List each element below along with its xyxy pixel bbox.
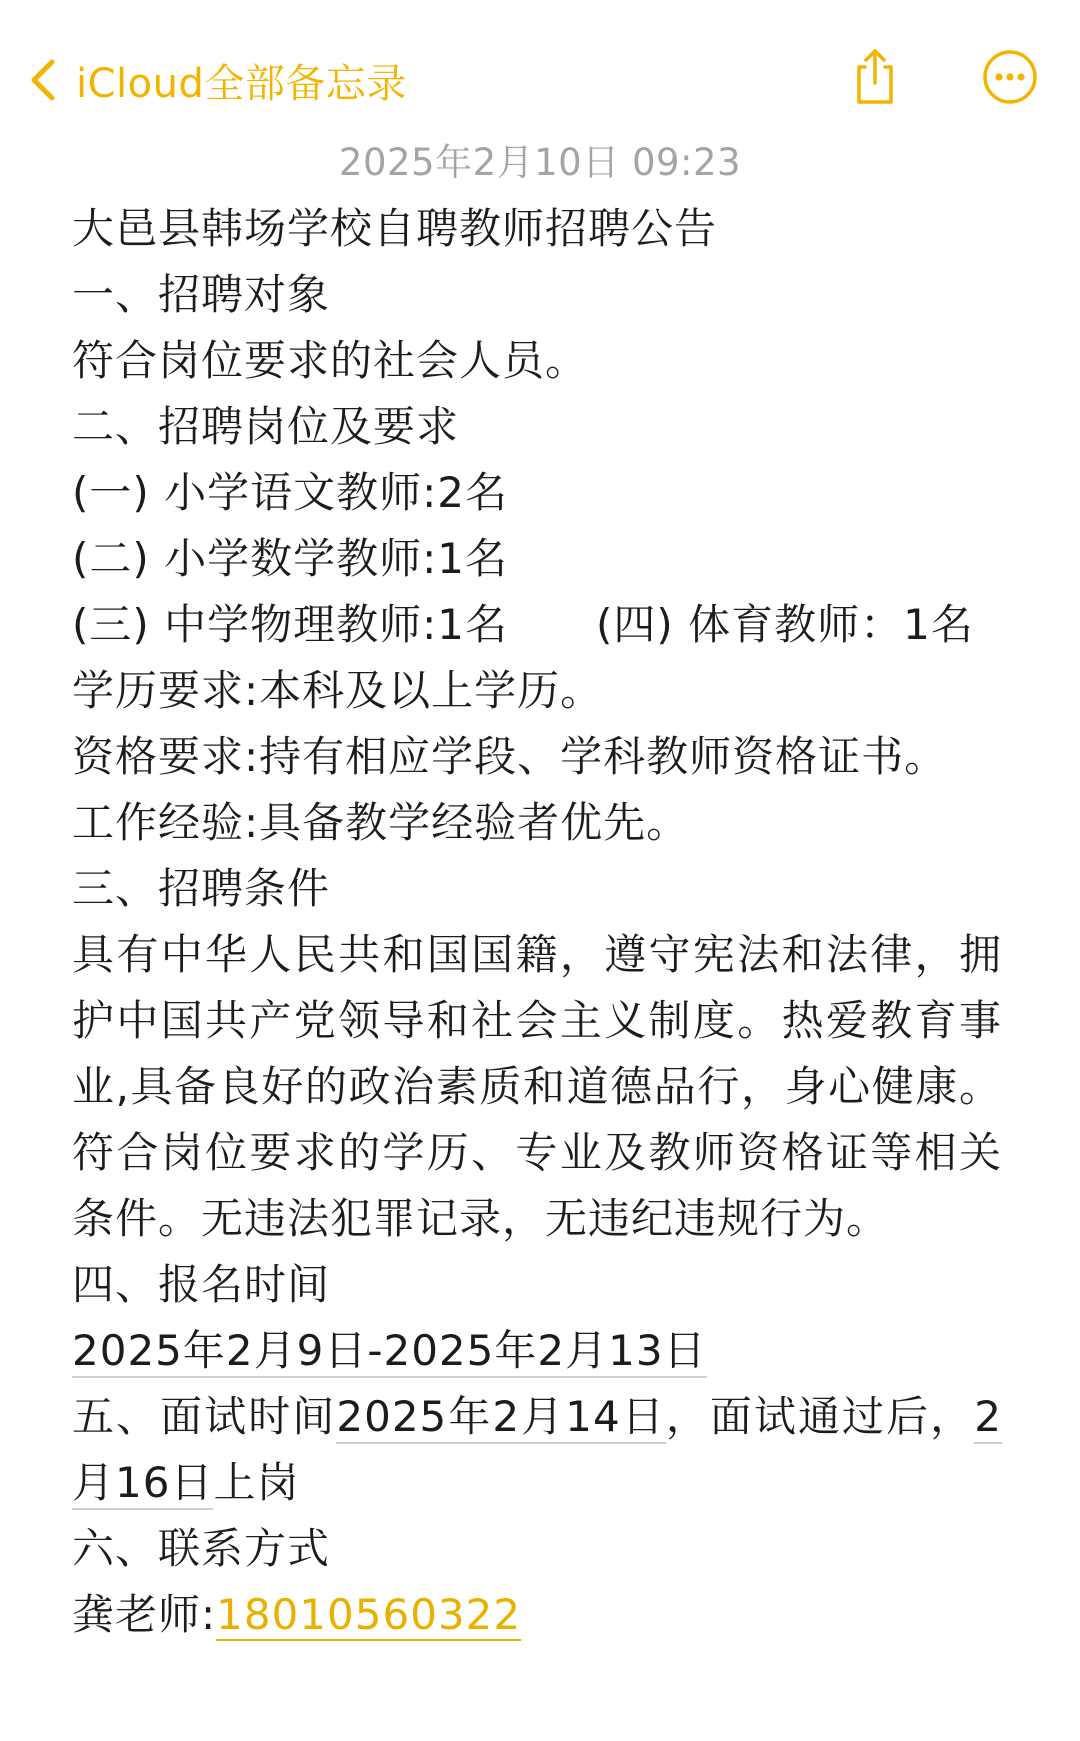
section-heading-1: 一、招聘对象	[72, 270, 331, 319]
back-button[interactable]	[28, 50, 407, 110]
section-heading-2: 二、招聘岗位及要求	[72, 402, 460, 451]
contact-line	[72, 1582, 1022, 1648]
registration-date-range[interactable]: 2025年2月9日-2025年2月13日	[72, 1326, 707, 1378]
registration-dates	[72, 1318, 1022, 1384]
position-item: (二) 小学数学教师:1名	[72, 534, 508, 583]
start-date[interactable]: 2月16日	[72, 1392, 1002, 1510]
section-heading-3: 三、招聘条件	[72, 864, 331, 913]
share-icon	[850, 47, 900, 107]
requirement-education: 学历要求:本科及以上学历。	[72, 666, 604, 715]
note-body[interactable]	[72, 196, 1022, 1648]
section-heading-6: 六、联系方式	[72, 1524, 331, 1573]
position-row	[72, 592, 1022, 658]
share-button[interactable]	[843, 42, 907, 112]
contact-name: 龚老师:	[72, 1590, 217, 1639]
note-timestamp: 2025年2月10日 09:23	[338, 141, 742, 184]
note-title: 大邑县韩场学校自聘教师招聘公告	[72, 204, 718, 253]
more-options-button[interactable]	[978, 42, 1042, 112]
requirement-experience: 工作经验:具备教学经验者优先。	[72, 798, 690, 847]
section-body-3: 具有中华人民共和国国籍，遵守宪法和法律，拥护中国共产党领导和社会主义制度。热爱教育事业,具备良好的政治素质和道德品行，身心健康。符合岗位要求的学历、专业及教师资格证等相关条件。无违法犯罪记录，无违纪违规行为。	[72, 930, 1002, 1243]
position-item: (四) 体育教师：1名	[596, 600, 974, 649]
start-note: 上岗	[213, 1458, 300, 1507]
section-heading-5: 五、面试时间	[72, 1392, 337, 1441]
contact-phone-link[interactable]: 18010560322	[216, 1590, 522, 1639]
interview-note: ，面试通过后，	[665, 1392, 975, 1441]
section-5	[72, 1384, 1002, 1516]
section-heading-4: 四、报名时间	[72, 1260, 331, 1309]
position-item: (三) 中学物理教师:1名	[72, 600, 508, 649]
section-body-1: 符合岗位要求的社会人员。	[72, 336, 589, 385]
back-label: iCloud全部备忘录	[76, 60, 407, 107]
chevron-left-icon	[28, 58, 56, 102]
more-ellipsis-icon	[980, 47, 1040, 107]
position-item: (一) 小学语文教师:2名	[72, 468, 508, 517]
interview-date[interactable]: 2025年2月14日	[336, 1392, 665, 1444]
requirement-qualification: 资格要求:持有相应学段、学科教师资格证书。	[72, 732, 948, 781]
navigation-bar	[0, 0, 1080, 140]
